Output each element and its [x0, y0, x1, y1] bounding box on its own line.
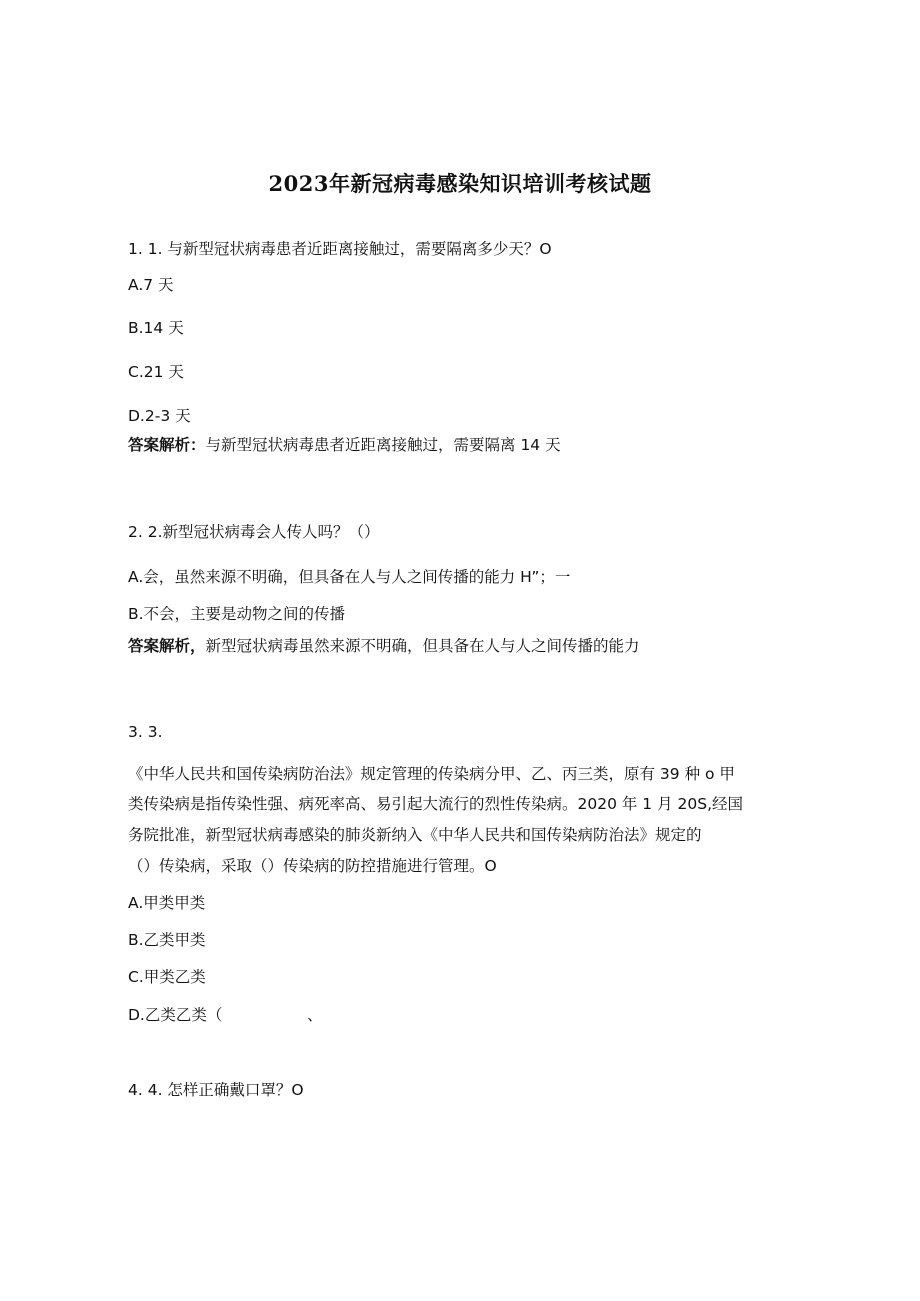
- answer-label: 答案解析，: [128, 637, 206, 655]
- question-1-option-d: D.2-3 天: [128, 407, 191, 425]
- question-3-stem: 3. 3.: [128, 723, 163, 741]
- question-3-option-a: A.甲类甲类: [128, 894, 206, 912]
- page-title: 2023年新冠病毒感染知识培训考核试题: [268, 171, 652, 196]
- answer-text: 新型冠状病毒虽然来源不明确，但具备在人与人之间传播的能力: [205, 637, 640, 655]
- question-3-option-c: C.甲类乙类: [128, 968, 206, 986]
- question-1-option-a: A.7 天: [128, 276, 174, 294]
- question-3-body-line-3: 务院批准，新型冠状病毒感染的肺炎新纳入《中华人民共和国传染病防治法》规定的: [128, 826, 702, 844]
- question-3-body-line-4: （）传染病，采取（）传染病的防控措施进行管理。O: [128, 857, 497, 875]
- question-3-option-d: D.乙类乙类（: [128, 1006, 223, 1024]
- question-3-body-line-1: 《中华人民共和国传染病防治法》规定管理的传染病分甲、乙、丙三类，原有 39 种 o 甲: [128, 765, 735, 783]
- question-2-stem: 2. 2.新型冠状病毒会人传人吗？（）: [128, 523, 380, 541]
- answer-label: 答案解析：: [128, 436, 206, 454]
- question-3-option-b: B.乙类甲类: [128, 931, 206, 949]
- question-2-option-b: B.不会，主要是动物之间的传播: [128, 605, 346, 623]
- question-3-trailing-mark: 、: [307, 1006, 323, 1024]
- question-1-stem: 1. 1. 与新型冠状病毒患者近距离接触过，需要隔离多少天？O: [128, 240, 552, 258]
- question-2-answer: [128, 636, 640, 656]
- question-3-body-line-2: 类传染病是指传染性强、病死率高、易引起大流行的烈性传染病。2020 年 1 月 20S,经国: [128, 795, 744, 813]
- answer-text: 与新型冠状病毒患者近距离接触过，需要隔离 14 天: [205, 436, 561, 454]
- question-1-option-c: C.21 天: [128, 363, 184, 381]
- question-1-answer: [128, 435, 561, 455]
- question-2-option-a: A.会，虽然来源不明确，但具备在人与人之间传播的能力 H”；一: [128, 568, 571, 586]
- question-4-stem: 4. 4. 怎样正确戴口罩？O: [128, 1081, 304, 1099]
- question-1-option-b: B.14 天: [128, 319, 184, 337]
